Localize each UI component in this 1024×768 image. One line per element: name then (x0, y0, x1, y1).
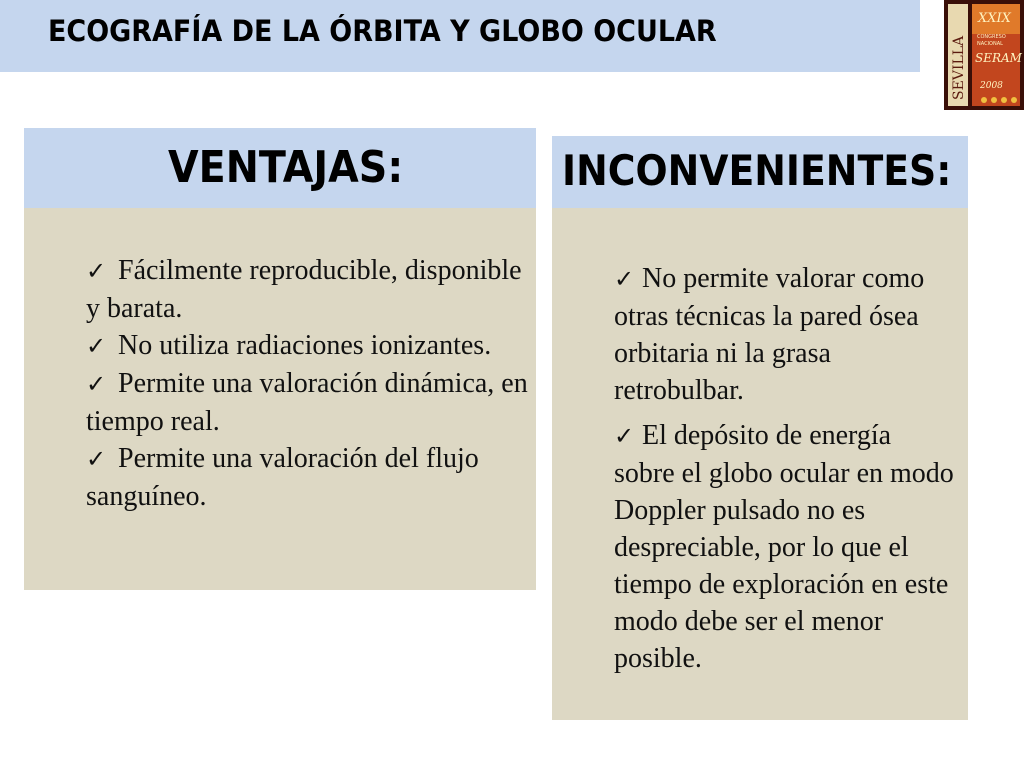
check-icon: ✓ (614, 422, 635, 450)
logo-line3: SERAM (975, 51, 1022, 65)
list-item (614, 417, 958, 677)
logo-year: 2008 (980, 81, 1003, 91)
title-bar (0, 0, 920, 72)
page-title: ECOGRAFÍA DE LA ÓRBITA Y GLOBO OCULAR (48, 14, 717, 48)
ventajas-heading: VENTAJAS: (168, 142, 404, 193)
inconvenientes-list (614, 260, 958, 685)
ventajas-header (24, 128, 536, 208)
inconvenientes-heading: INCONVENIENTES: (562, 146, 952, 195)
logo-line2: NACIONAL (977, 41, 1003, 47)
logo-roman: XXIX (978, 11, 1011, 26)
list-item-text: Permite una valoración del flujo sanguíneo. (86, 443, 479, 512)
check-icon: ✓ (86, 257, 107, 285)
list-item (86, 252, 530, 327)
inconvenientes-header (552, 136, 968, 208)
list-item-text: Fácilmente reproducible, disponible y barata. (86, 255, 522, 324)
list-item (86, 365, 530, 440)
check-icon: ✓ (86, 445, 107, 473)
congress-logo (944, 0, 1024, 110)
list-item (86, 327, 530, 365)
list-item-text: No permite valorar como otras técnicas la pared ósea orbitaria ni la grasa retrobulbar. (614, 263, 925, 406)
ventajas-list (86, 252, 530, 515)
list-item (614, 260, 958, 409)
list-item-text: No utiliza radiaciones ionizantes. (118, 330, 492, 361)
check-icon: ✓ (86, 332, 107, 360)
list-item-text: Permite una valoración dinámica, en tiempo real. (86, 368, 528, 437)
logo-line1: CONGRESO (977, 34, 1006, 40)
inconvenientes-panel (552, 136, 968, 720)
ventajas-panel (24, 128, 536, 590)
check-icon: ✓ (86, 370, 107, 398)
list-item-text: El depósito de energía sobre el globo ocular en modo Doppler pulsado no es despreciable, por lo que el tiempo de exploración en este modo debe ser el menor posible. (614, 420, 954, 674)
check-icon: ✓ (614, 265, 635, 293)
logo-city: SEVILLA (951, 35, 967, 100)
list-item (86, 440, 530, 515)
